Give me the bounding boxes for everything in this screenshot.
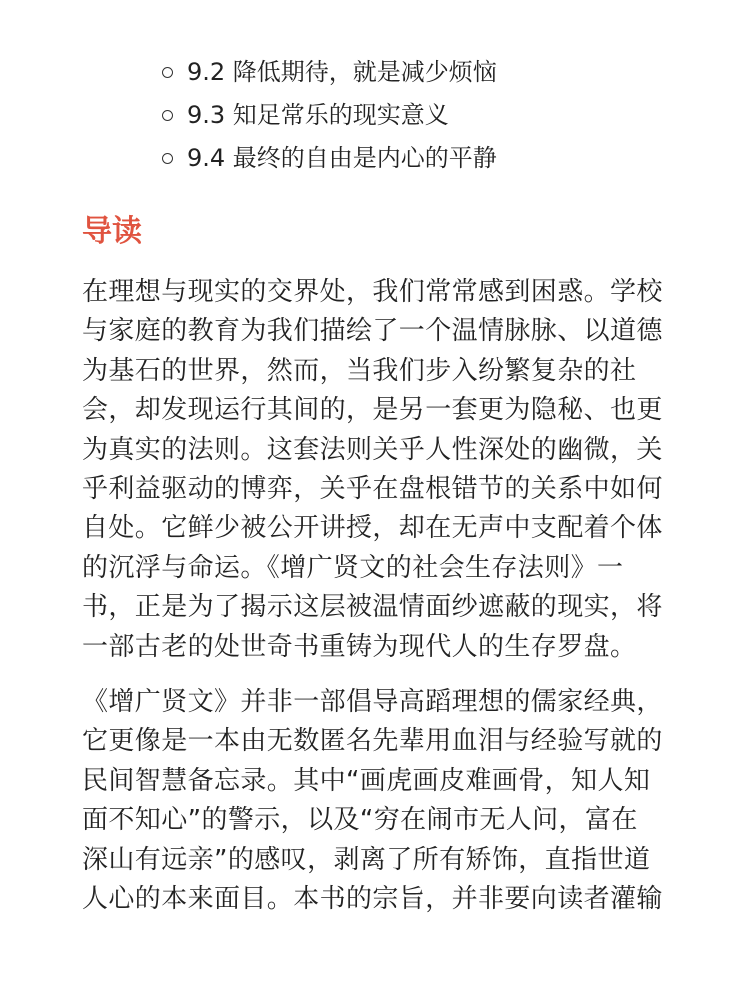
- paragraph-line: 它更像是一本由无数匿名先辈用血泪与经验写就的: [82, 726, 663, 757]
- toc-item-label: 9.3 知足常乐的现实意义: [187, 101, 449, 129]
- paragraph-line: 乎利益驱动的博弈，关乎在盘根错节的关系中如何: [82, 473, 663, 504]
- paragraph-line: 在理想与现实的交界处，我们常常感到困惑。学校: [82, 277, 663, 307]
- table-of-contents: [162, 51, 497, 180]
- toc-item-9-3[interactable]: [162, 94, 497, 137]
- paragraph: [82, 683, 722, 919]
- toc-item-label: 9.4 最终的自由是内心的平静: [187, 144, 497, 172]
- paragraph-line: 与家庭的教育为我们描绘了一个温情脉脉、以道德: [82, 316, 663, 347]
- toc-item-label: 9.2 降低期待，就是减少烦恼: [187, 58, 497, 86]
- paragraph-line: 书，正是为了揭示这层被温情面纱遮蔽的现实，将: [82, 592, 663, 623]
- paragraph-line: 《增广贤文》并非一部倡导高蹈理想的儒家经典，: [82, 687, 663, 717]
- paragraph-line: 人心的本来面目。本书的宗旨，并非要向读者灌输: [82, 883, 663, 914]
- paragraph-line: 面不知心”的警示，以及“穷在闹市无人问，富在: [82, 805, 638, 836]
- circle-bullet-icon: [162, 153, 173, 164]
- paragraph-line: 为基石的世界，然而，当我们步入纷繁复杂的社: [82, 355, 637, 386]
- paragraph-line: 深山有远亲”的感叹，剥离了所有矫饰，直指世道: [82, 844, 651, 875]
- paragraph: [82, 273, 722, 667]
- paragraph-line: 为真实的法则。这套法则关乎人性深处的幽微，关: [82, 434, 663, 465]
- paragraph-line: 一部古老的处世奇书重铸为现代人的生存罗盘。: [82, 631, 637, 662]
- paragraph-line: 的沉浮与命运。《增广贤文的社会生存法则》一: [82, 552, 624, 583]
- toc-item-9-2[interactable]: [162, 51, 497, 94]
- paragraph-line: 民间智慧备忘录。其中“画虎画皮难画骨，知人知: [82, 765, 651, 796]
- paragraph-line: 自处。它鲜少被公开讲授，却在无声中支配着个体: [82, 513, 663, 544]
- toc-item-9-4[interactable]: [162, 137, 497, 180]
- section-heading: 导读: [82, 214, 142, 249]
- paragraph-line: 会，却发现运行其间的，是另一套更为隐秘、也更: [82, 395, 663, 426]
- circle-bullet-icon: [162, 110, 173, 121]
- circle-bullet-icon: [162, 67, 173, 78]
